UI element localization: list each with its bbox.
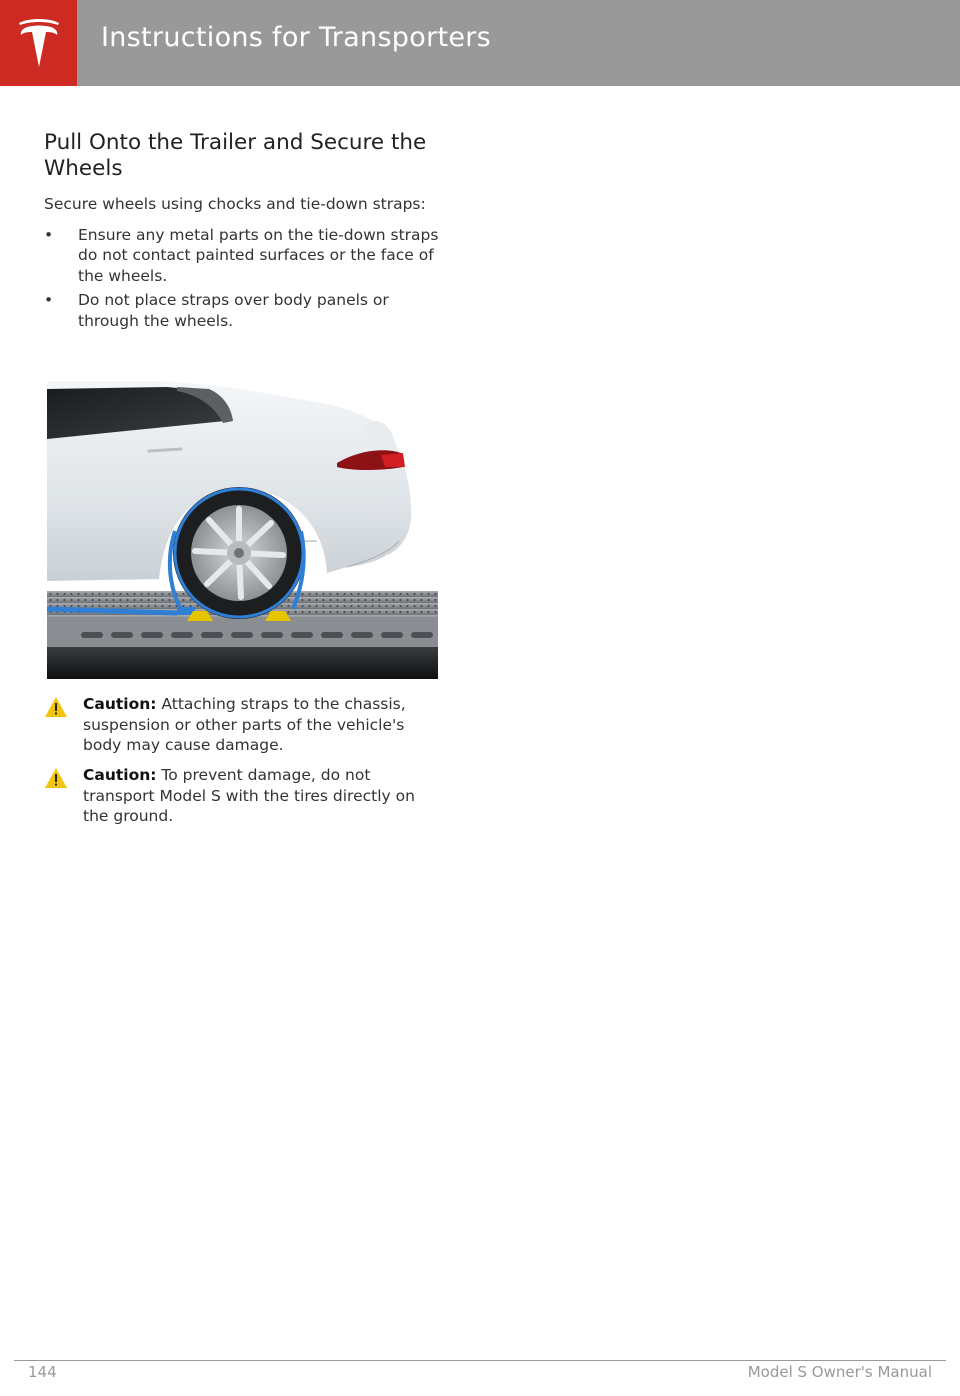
footer-divider [14,1360,946,1361]
bullet-list [44,225,440,332]
warning-icon [44,696,68,718]
caution-label: Caution: [83,695,157,713]
list-item [44,225,440,287]
caution-note [44,694,440,758]
section-content [44,130,440,335]
page-title: Instructions for Transporters [101,22,492,53]
section-title: Pull Onto the Trailer and Secure the Wheels [44,130,427,181]
caution-label: Caution: [83,766,157,784]
caution-note [44,765,440,829]
caution-text [83,694,440,756]
page-header [0,0,960,86]
caution-text [83,765,440,827]
intro-paragraph: Secure wheels using chocks and tie-down straps: [44,195,426,213]
tesla-logo-icon [13,17,65,69]
bullet-glyph: • [44,291,54,309]
bullet-glyph: • [44,225,54,244]
bullet-text: Do not place straps over body panels or through the wheels. [78,291,389,330]
warning-icon [44,767,68,789]
manual-name: Model S Owner's Manual [747,1363,932,1381]
caution-body: To prevent damage, do not transport Model S with the tires directly on the ground. [83,766,415,825]
page-number: 144 [28,1363,57,1381]
list-item [44,290,440,331]
car-on-trailer-illustration [47,381,438,679]
caution-body: Attaching straps to the chassis, suspension or other parts of the vehicle's body may cause damage. [83,695,406,754]
logo-box [0,0,77,86]
bullet-text: Ensure any metal parts on the tie-down straps do not contact painted surfaces or the face of the wheels. [78,225,439,285]
